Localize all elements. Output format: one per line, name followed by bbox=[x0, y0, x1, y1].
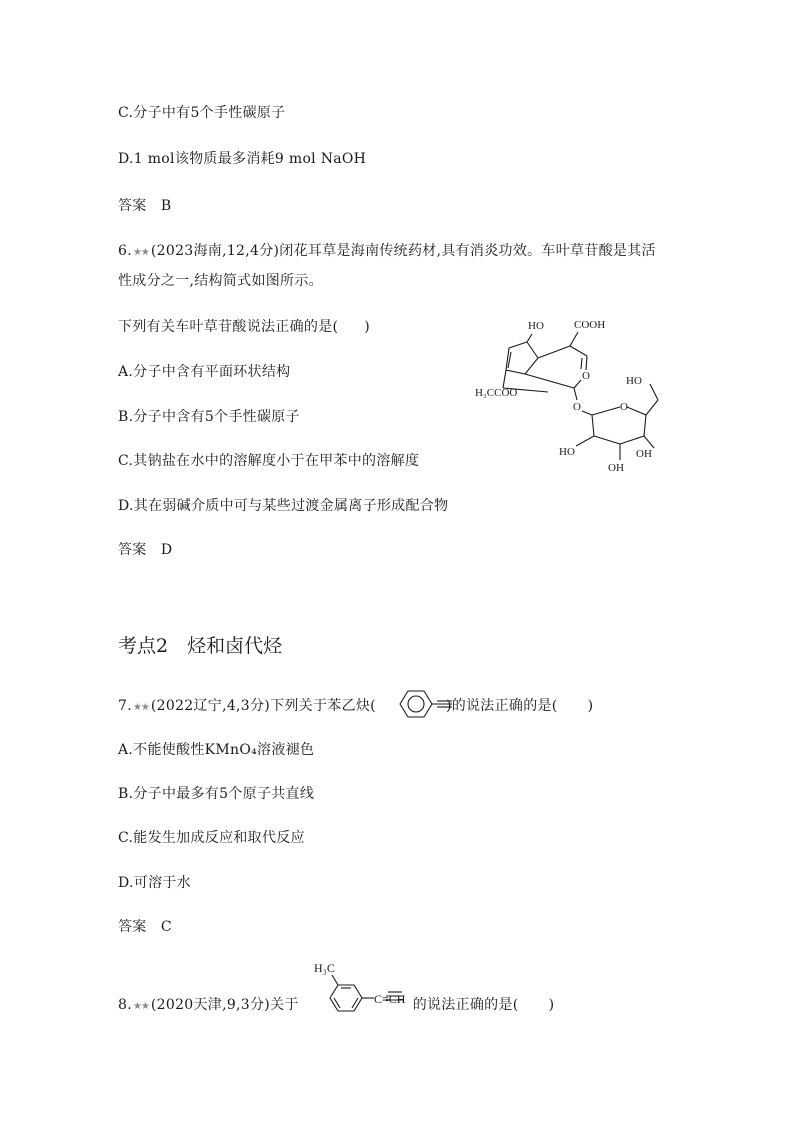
q6-option-d: D.其在弱碱介质中可与某些过渡金属离子形成配合物 bbox=[118, 498, 449, 514]
q6-stem-line1 bbox=[118, 242, 656, 262]
q7-option-b: B.分子中最多有5个原子共直线 bbox=[118, 786, 315, 802]
label-oh-left: HO bbox=[559, 446, 575, 458]
q7-stem-before: (2022辽宁,4,3分)下列关于苯乙炔( bbox=[150, 698, 376, 714]
q6-stem-line2: 性成分之一,结构简式如图所示。 bbox=[118, 273, 323, 289]
section-title: 考点2 烃和卤代烃 bbox=[118, 635, 283, 657]
q6-number: 6. bbox=[118, 243, 132, 259]
q8-stem-after: 的说法正确的是( bbox=[412, 997, 519, 1013]
q6-question bbox=[118, 318, 370, 336]
q7-stem bbox=[118, 697, 593, 717]
label-ho-top: HO bbox=[528, 320, 544, 332]
q7-answer: 答案 C bbox=[118, 919, 172, 935]
q6-question-end: ) bbox=[364, 319, 371, 335]
label-ch2oh: HO bbox=[626, 375, 642, 387]
q5-answer: 答案 B bbox=[118, 198, 172, 214]
q6-stem-text: (2023海南,12,4分)闭花耳草是海南传统药材,具有消炎功效。车叶草苷酸是其活 bbox=[150, 243, 656, 259]
label-ester: H₃CCOO bbox=[475, 387, 518, 399]
q6-answer: 答案 D bbox=[118, 542, 173, 558]
label-oh-right: OH bbox=[636, 448, 652, 460]
q6-option-c: C.其钠盐在水中的溶解度小于在甲苯中的溶解度 bbox=[118, 453, 420, 469]
label-ring-o: O bbox=[582, 370, 590, 382]
label-link-o: O bbox=[573, 401, 581, 413]
q8-stem-end: ) bbox=[548, 997, 555, 1013]
q6-option-a: A.分子中含有平面环状结构 bbox=[118, 364, 291, 380]
difficulty-stars-icon: ★★ bbox=[132, 702, 149, 713]
q7-number: 7. bbox=[118, 698, 132, 714]
q8-number: 8. bbox=[118, 997, 132, 1013]
label-oh-bottom: OH bbox=[608, 462, 624, 472]
q7-option-a: A.不能使酸性KMnO₄溶液褪色 bbox=[118, 742, 315, 758]
label-alkyne: C≡CH bbox=[374, 992, 406, 1006]
q6-structure-image bbox=[470, 312, 670, 472]
label-cooh: COOH bbox=[574, 319, 606, 331]
label-methyl: H₃C bbox=[314, 961, 335, 975]
q8-stem-before: (2020天津,9,3分)关于 bbox=[150, 997, 299, 1013]
difficulty-stars-icon: ★★ bbox=[132, 1001, 149, 1012]
q7-option-d: D.可溶于水 bbox=[118, 875, 191, 891]
q7-phenylacetylene-image bbox=[394, 686, 466, 722]
q7-option-c: C.能发生加成反应和取代反应 bbox=[118, 830, 305, 846]
q8-structure-image bbox=[312, 958, 442, 1014]
q6-question-text: 下列有关车叶草苷酸说法正确的是( bbox=[118, 319, 339, 335]
label-sugar-o: O bbox=[620, 401, 628, 413]
q6-option-b: B.分子中含有5个手性碳原子 bbox=[118, 409, 300, 425]
q5-option-d: D.1 mol该物质最多消耗9 mol NaOH bbox=[118, 151, 367, 167]
q7-stem-end: ) bbox=[587, 698, 594, 714]
difficulty-stars-icon: ★★ bbox=[132, 247, 149, 258]
q7-stem-after: )的说法正确的是( bbox=[445, 698, 558, 714]
q5-option-c: C.分子中有5个手性碳原子 bbox=[118, 105, 286, 121]
